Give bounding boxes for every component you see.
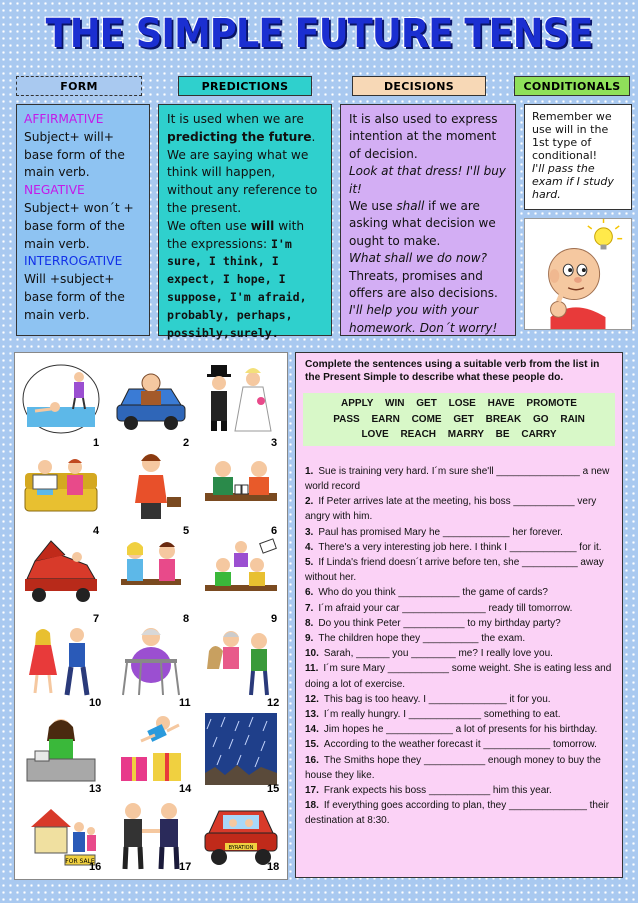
header-form: FORM (16, 76, 142, 96)
exercise-sentence (305, 737, 613, 752)
sentence-number: 9. (305, 633, 314, 645)
picture-number: 11 (179, 697, 191, 709)
picture-14 (111, 711, 191, 787)
pictures-grid (14, 352, 288, 880)
exercise-sentence (305, 798, 613, 828)
women-at-table-icon (111, 535, 191, 611)
exercise-sentence (305, 753, 613, 783)
exercise-sentence (305, 616, 613, 631)
affirmative-text: Subject+ will+ base form of the main verb. (24, 129, 125, 180)
picture-9 (201, 535, 281, 611)
picture-number: 17 (179, 861, 192, 873)
sentence-number: 5. (305, 557, 314, 568)
sentence-text: If Peter arrives late at the meeting, his boss ___________ very angry with him. (305, 496, 597, 523)
predictions-paragraph-1: It is used when we are predicting the future. We are saying what we think will happen, without any reference to the present. (167, 112, 318, 215)
card-players-icon (201, 447, 281, 523)
picture-13 (21, 711, 101, 787)
sentence-text: I´m really hungry. I _____________ something to eat. (323, 709, 561, 721)
rain-storm-icon (201, 711, 281, 787)
picture-12 (201, 623, 281, 699)
picture-6 (201, 447, 281, 523)
picture-number: 8 (183, 613, 190, 625)
exercise-sentence (305, 555, 613, 585)
sentence-number: 1. (305, 465, 314, 477)
sentence-number: 6. (305, 587, 314, 599)
picture-7 (21, 535, 101, 611)
sentence-text: I´m afraid your car _______________ ready till tomorrow. (318, 602, 573, 614)
picture-3 (201, 359, 281, 435)
swimming-training-icon (21, 359, 101, 435)
sentence-text: The Smiths hope they ___________ enough money to buy the house they like. (305, 754, 601, 781)
sentence-number: 13. (305, 709, 319, 721)
predictions-paragraph-2: We often use will with the expressions: I'm sure, I think, I expect, I hope, I suppose, I'm afraid, probably, perhaps, possibly,surely. (167, 218, 307, 340)
sentence-text: Do you think Peter ___________ to my birthday party? (318, 617, 561, 629)
car-plate-text: BYRATION (228, 845, 254, 851)
exercise-instruction: Complete the sentences using a suitable verb from the list in the Present Simple to describe what these people do. (305, 359, 600, 383)
sentence-text: Jim hopes he ____________ a lot of presents for his birthday. (323, 724, 598, 736)
picture-number: 4 (93, 525, 100, 537)
man-and-woman-icon (21, 623, 101, 699)
exercise-sentence (305, 585, 613, 600)
exercise-sentence (305, 540, 613, 555)
for-sale-sign-text: FOR SALE (65, 858, 95, 865)
conditionals-box (524, 104, 632, 210)
sentence-number: 17. (305, 785, 319, 797)
affirmative-label: AFFIRMATIVE (24, 112, 104, 126)
man-carrying-bag-icon (201, 623, 281, 699)
sentence-text: According to the weather forecast it ____________ tomorrow. (323, 739, 597, 751)
verb-bank-line: APPLY WIN GET LOSE HAVE PROMOTE (341, 398, 577, 409)
sentence-number: 11. (305, 663, 319, 675)
decisions-example-1: Look at that dress! I'll buy it! (349, 164, 506, 196)
picture-4 (21, 447, 101, 523)
picture-number: 5 (183, 525, 190, 537)
sentence-text: Sarah, ______ you ________ me? I really love you. (323, 648, 553, 660)
conditionals-text: Remember we use will in the 1st type of conditional! (532, 110, 612, 162)
sentence-text: There's a very interesting job here. I think I ____________ for it. (318, 541, 602, 553)
decisions-text-3: Threats, promises and offers are also decisions. (349, 268, 498, 301)
picture-number: 1 (93, 437, 100, 449)
sentence-text: Who do you think ___________ the game of cards? (318, 587, 548, 599)
picture-number: 15 (267, 783, 280, 795)
exercise-sentence (305, 646, 613, 661)
sentence-text: If Linda's friend doesn´t arrive before ten, she __________ away without her. (305, 557, 604, 584)
picture-number: 16 (89, 861, 102, 873)
sentence-number: 16. (305, 754, 319, 766)
page-title: THE SIMPLE FUTURE TENSE (45, 11, 593, 57)
sentence-number: 2. (305, 496, 314, 508)
sentence-text: Sue is training very hard. I´m sure she'll _______________ a new world record (305, 465, 610, 492)
decisions-text-2: We use shall if we are asking what decision we ought to make. (349, 199, 496, 248)
children-exam-icon (201, 535, 281, 611)
verb-bank-line: PASS EARN COME GET BREAK GO RAIN (333, 413, 585, 425)
conditionals-example: I'll pass the exam if I study hard. (532, 162, 614, 201)
sentence-number: 10. (305, 648, 319, 660)
sentence-list (305, 464, 613, 829)
wedding-couple-icon (201, 359, 281, 435)
sentence-text: The children hope they __________ the exam. (318, 633, 526, 645)
exercise-sentence (305, 783, 613, 798)
picture-10 (21, 623, 101, 699)
sentence-number: 7. (305, 602, 314, 614)
exercise-sentence (305, 601, 613, 616)
predictions-box (158, 104, 332, 340)
decisions-example-3: I'll help you with your homework. Don´t worry! (349, 303, 498, 335)
header-conditionals: CONDITIONALS (514, 76, 630, 96)
sentence-number: 3. (305, 526, 314, 538)
verb-bank-line: LOVE REACH MARRY BE CARRY (361, 429, 557, 441)
picture-5 (111, 447, 191, 523)
jumping-kid-presents-icon (111, 711, 191, 787)
woman-eating-icon (21, 711, 101, 787)
picture-number: 14 (179, 783, 192, 795)
picture-number: 7 (93, 613, 100, 625)
picture-11 (111, 623, 191, 699)
exercise-sentence (305, 525, 613, 540)
old-woman-walker-icon (111, 623, 191, 699)
exercise-box (295, 352, 623, 878)
interrogative-text: Will +subject+ base form of the main verb. (24, 272, 125, 322)
sentence-number: 8. (305, 617, 314, 629)
thinking-boy-image (524, 218, 632, 330)
verb-bank (303, 393, 615, 446)
exercise-sentence (305, 494, 613, 524)
interrogative-label: INTERROGATIVE (24, 254, 123, 269)
sentence-number: 4. (305, 541, 314, 553)
decisions-text-1: It is also used to express intention at the moment of decision. (349, 112, 498, 161)
form-box (16, 104, 150, 336)
couple-on-sofa-icon (21, 447, 101, 523)
picture-number: 13 (89, 783, 102, 795)
exercise-sentence (305, 661, 613, 691)
exercise-sentence (305, 707, 613, 722)
sentence-text: I´m sure Mary ___________ some weight. She is eating less and doing a lot of exercise. (305, 663, 612, 690)
picture-number: 10 (89, 697, 102, 709)
sentence-text: If everything goes according to plan, they ______________ their destination at 8:30. (305, 800, 610, 827)
sentence-text: Paul has promised Mary he ____________ her forever. (318, 526, 563, 538)
header-decisions: DECISIONS (352, 76, 486, 96)
negative-text: Subject+ won´t + base form of the main verb. (24, 200, 134, 251)
negative-label: NEGATIVE (24, 183, 85, 198)
businesswoman-icon (111, 447, 191, 523)
picture-number: 12 (267, 697, 280, 709)
exercise-sentence (305, 692, 613, 707)
picture-number: 9 (271, 613, 278, 625)
decisions-example-2: What shall we do now? (349, 251, 487, 266)
thinking-boy-icon (525, 219, 631, 329)
sentence-number: 12. (305, 693, 319, 705)
header-predictions: PREDICTIONS (178, 76, 312, 96)
exercise-sentence (305, 464, 613, 494)
man-in-car-icon (111, 359, 191, 435)
picture-2 (111, 359, 191, 435)
picture-number: 6 (271, 525, 278, 537)
picture-8 (111, 535, 191, 611)
picture-number: 2 (183, 437, 190, 449)
exercise-sentence (305, 722, 613, 737)
broken-car-icon (21, 535, 101, 611)
sentence-number: 14. (305, 724, 319, 736)
picture-15 (201, 711, 281, 787)
picture-1 (21, 359, 101, 435)
picture-number: 18 (267, 861, 280, 873)
sentence-text: This bag is too heavy. I ______________ it for you. (323, 693, 551, 705)
sentence-text: Frank expects his boss ___________ him this year. (323, 785, 552, 797)
picture-number: 3 (271, 437, 278, 449)
decisions-box (340, 104, 516, 336)
exercise-sentence (305, 631, 613, 646)
sentence-number: 15. (305, 739, 319, 751)
sentence-number: 18. (305, 800, 319, 812)
